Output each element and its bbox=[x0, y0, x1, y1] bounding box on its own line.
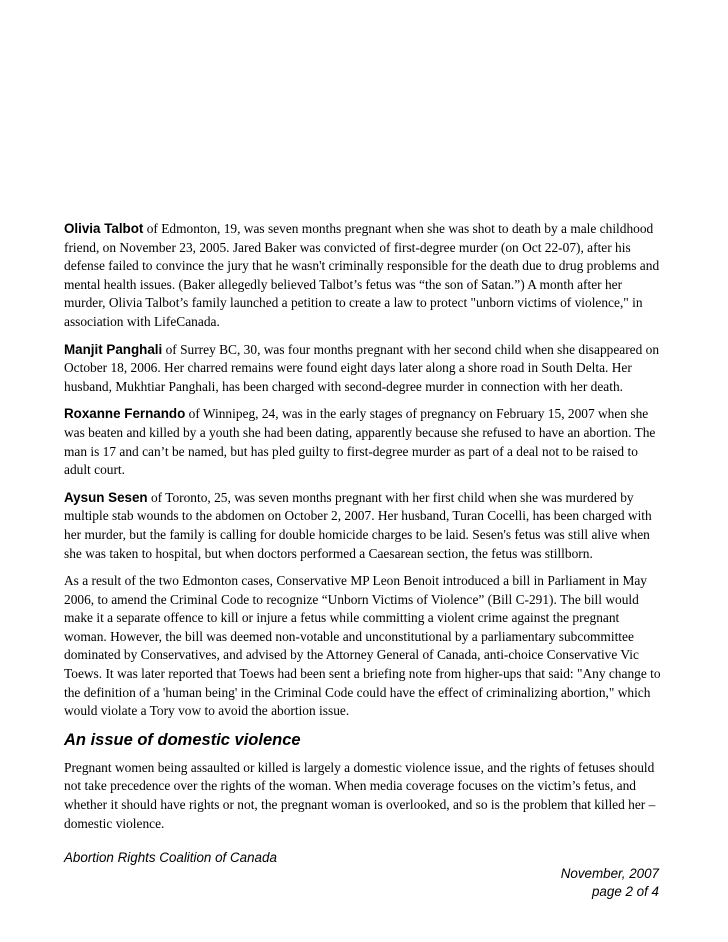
bill-paragraph: As a result of the two Edmonton cases, Conservative MP Leon Benoit introduced a bill in Parliament in May 2006, to amend the Criminal Code to recognize “Unborn Victims of Violence” (Bill C-291). The bill would make it a separate offence to kill or injure a fetus while committing a violent crime against the pregnant woman. However, the bill was deemed non-votable and unconstitutional by a parliamentary subcommittee dominated by Conservatives, and advised by the Attorney General of Canada, anti-choice Conservative Vic Toews. It was later reported that Toews had been sent a briefing note from higher-ups that said: "Any change to the definition of a 'human being' in the Criminal Code could have the effect of criminalizing abortion," which would violate a Tory vow to avoid the abortion issue. bbox=[64, 573, 661, 719]
victim-name: Aysun Sesen bbox=[64, 489, 148, 505]
victim-name: Manjit Panghali bbox=[64, 341, 163, 357]
victim-entry-roxanne-fernando bbox=[64, 405, 664, 479]
footer-organization: Abortion Rights Coalition of Canada bbox=[64, 850, 277, 865]
victim-description: of Edmonton, 19, was seven months pregnant when she was shot to death by a male childhood friend, on November 23, 2005. Jared Baker was convicted of first-degree murder (on Oct 22-07), after his defense failed to convince the jury that he wasn't criminally responsible for the death due to drug problems and mental health issues. (Baker allegedly believed Talbot’s fetus was “the son of Satan.”) A month after her murder, Olivia Talbot’s family launched a petition to create a law to protect "unborn victims of violence," in association with LifeCanada. bbox=[64, 221, 660, 329]
victim-entry-aysun-sesen bbox=[64, 489, 664, 563]
victim-name: Olivia Talbot bbox=[64, 221, 144, 236]
victim-entry-manjit-panghali bbox=[64, 341, 664, 397]
victim-description: of Toronto, 25, was seven months pregnant with her first child when she was murdered by multiple stab wounds to the abdomen on October 2, 2007. Her husband, Turan Cocelli, has been charged with her murder, but the family is calling for double homicide charges to be laid. Sesen's fetus was still alive when she was taken to hospital, but when doctors performed a Caesarean section, the fetus was stillborn. bbox=[64, 489, 652, 561]
document-body bbox=[64, 220, 664, 833]
section-heading: An issue of domestic violence bbox=[64, 730, 301, 749]
footer-date: November, 2007 bbox=[560, 866, 659, 881]
victim-entry-olivia-talbot bbox=[64, 220, 664, 332]
footer-page-number: page 2 of 4 bbox=[591, 884, 659, 899]
section-paragraph: Pregnant women being assaulted or killed is largely a domestic violence issue, and the rights of fetuses should not take precedence over the rights of the woman. When media coverage focuses on the victim’s fetus, and whether it should have rights or not, the pregnant woman is overlooked, and so is the problem that killed her – domestic violence. bbox=[64, 759, 656, 831]
victim-name: Roxanne Fernando bbox=[64, 406, 186, 422]
victim-description: of Winnipeg, 24, was in the early stages of pregnancy on February 15, 2007 when she was beaten and killed by a youth she had been dating, apparently because she refused to have an abortion. The man is 17 and can’t be named, but has pled guilty to first-degree murder as part of a deal not to be raised to adult court. bbox=[64, 406, 656, 478]
victim-description: of Surrey BC, 30, was four months pregnant with her second child when she disappeared on October 18, 2006. Her charred remains were found eight days later along a shore road in South Delta. Her husband, Mukhtiar Panghali, has been charged with second-degree murder in connection with her death. bbox=[64, 341, 660, 394]
